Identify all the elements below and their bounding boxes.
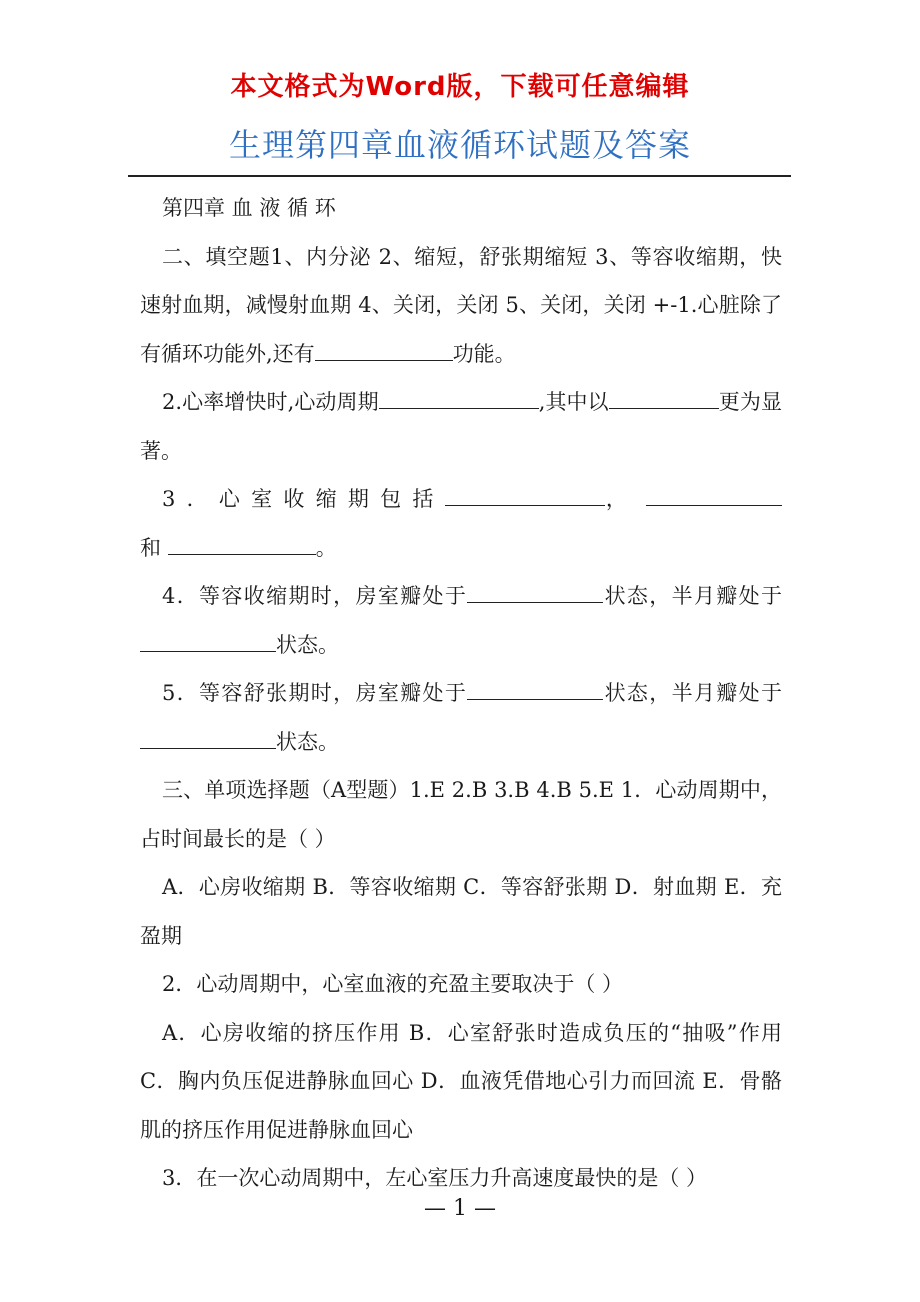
document-body [140, 184, 782, 1203]
question-4 [140, 572, 782, 669]
page-number: — 1 — [424, 1196, 496, 1221]
q3-text: 3．心室收缩期包括 [162, 487, 445, 511]
q4-text: 4．等容收缩期时，房室瓣处于 [162, 584, 468, 608]
q5-blank-2 [140, 726, 276, 749]
q2-blank-2 [609, 386, 719, 409]
q3-and: 和 [140, 535, 161, 560]
mc3-question: 3．在一次心动周期中，左心室压力升高速度最快的是（ ） [162, 1166, 708, 1190]
q1-text: 1.心脏除了有循环功能外,还有 [140, 293, 782, 366]
q2-text-middle: ,其中以 [538, 390, 609, 414]
question-2 [140, 378, 782, 475]
q1-text-end: 功能。 [452, 341, 516, 366]
q2-text-end: 更为显著。 [140, 390, 782, 463]
question-3 [140, 475, 782, 572]
question-5 [140, 669, 782, 766]
q2-blank-1 [379, 386, 539, 409]
fill-blank-answers: 二、填空题1、内分泌 2、缩短，舒张期缩短 3、等容收缩期，快速射血期，减慢射血期 4、关闭，关闭 5、关闭，关闭 +- [140, 244, 782, 317]
q3-blank-3 [168, 532, 316, 555]
q5-text-end: 状态。 [276, 729, 339, 754]
q3-blank-1 [445, 483, 605, 506]
q4-blank-2 [140, 629, 276, 652]
q4-text-end: 状态。 [276, 632, 339, 657]
q4-blank-1 [467, 580, 603, 603]
chapter-heading: 第四章 血 液 循 环 [162, 196, 336, 220]
title-divider [128, 175, 791, 177]
q5-text-middle: 状态，半月瓣处于 [603, 681, 782, 705]
q3-blank-2 [646, 483, 782, 506]
q5-text: 5．等容舒张期时，房室瓣处于 [162, 681, 468, 705]
multiple-choice-intro: 三、单项选择题（A型题）1.E 2.B 3.B 4.B 5.E 1．心动周期中，占时间最长的是（ ） [140, 778, 782, 851]
mc2-options: A．心房收缩的挤压作用 B．心室舒张时造成负压的“抽吸”作用 C．胸内负压促进静脉血回心 D．血液凭借地心引力而回流 E．骨骼肌的挤压作用促进静脉血回心 [140, 1020, 782, 1142]
q3-text-end: 。 [315, 535, 337, 560]
format-notice: 本文格式为Word版，下载可任意编辑 [230, 72, 690, 102]
document-title: 生理第四章血液循环试题及答案 [228, 126, 691, 164]
q4-text-middle: 状态，半月瓣处于 [603, 584, 782, 608]
mc2-question: 2．心动周期中，心室血液的充盈主要取决于（ ） [162, 972, 624, 996]
q3-separator: ， [604, 487, 639, 511]
q1-blank [315, 338, 453, 361]
q2-text: 2.心率增快时,心动周期 [162, 390, 379, 414]
fill-blank-answers-and-q1 [140, 233, 782, 379]
q5-blank-1 [467, 677, 603, 700]
mc1-options: A．心房收缩期 B．等容收缩期 C．等容舒张期 D．射血期 E．充盈期 [140, 875, 782, 948]
